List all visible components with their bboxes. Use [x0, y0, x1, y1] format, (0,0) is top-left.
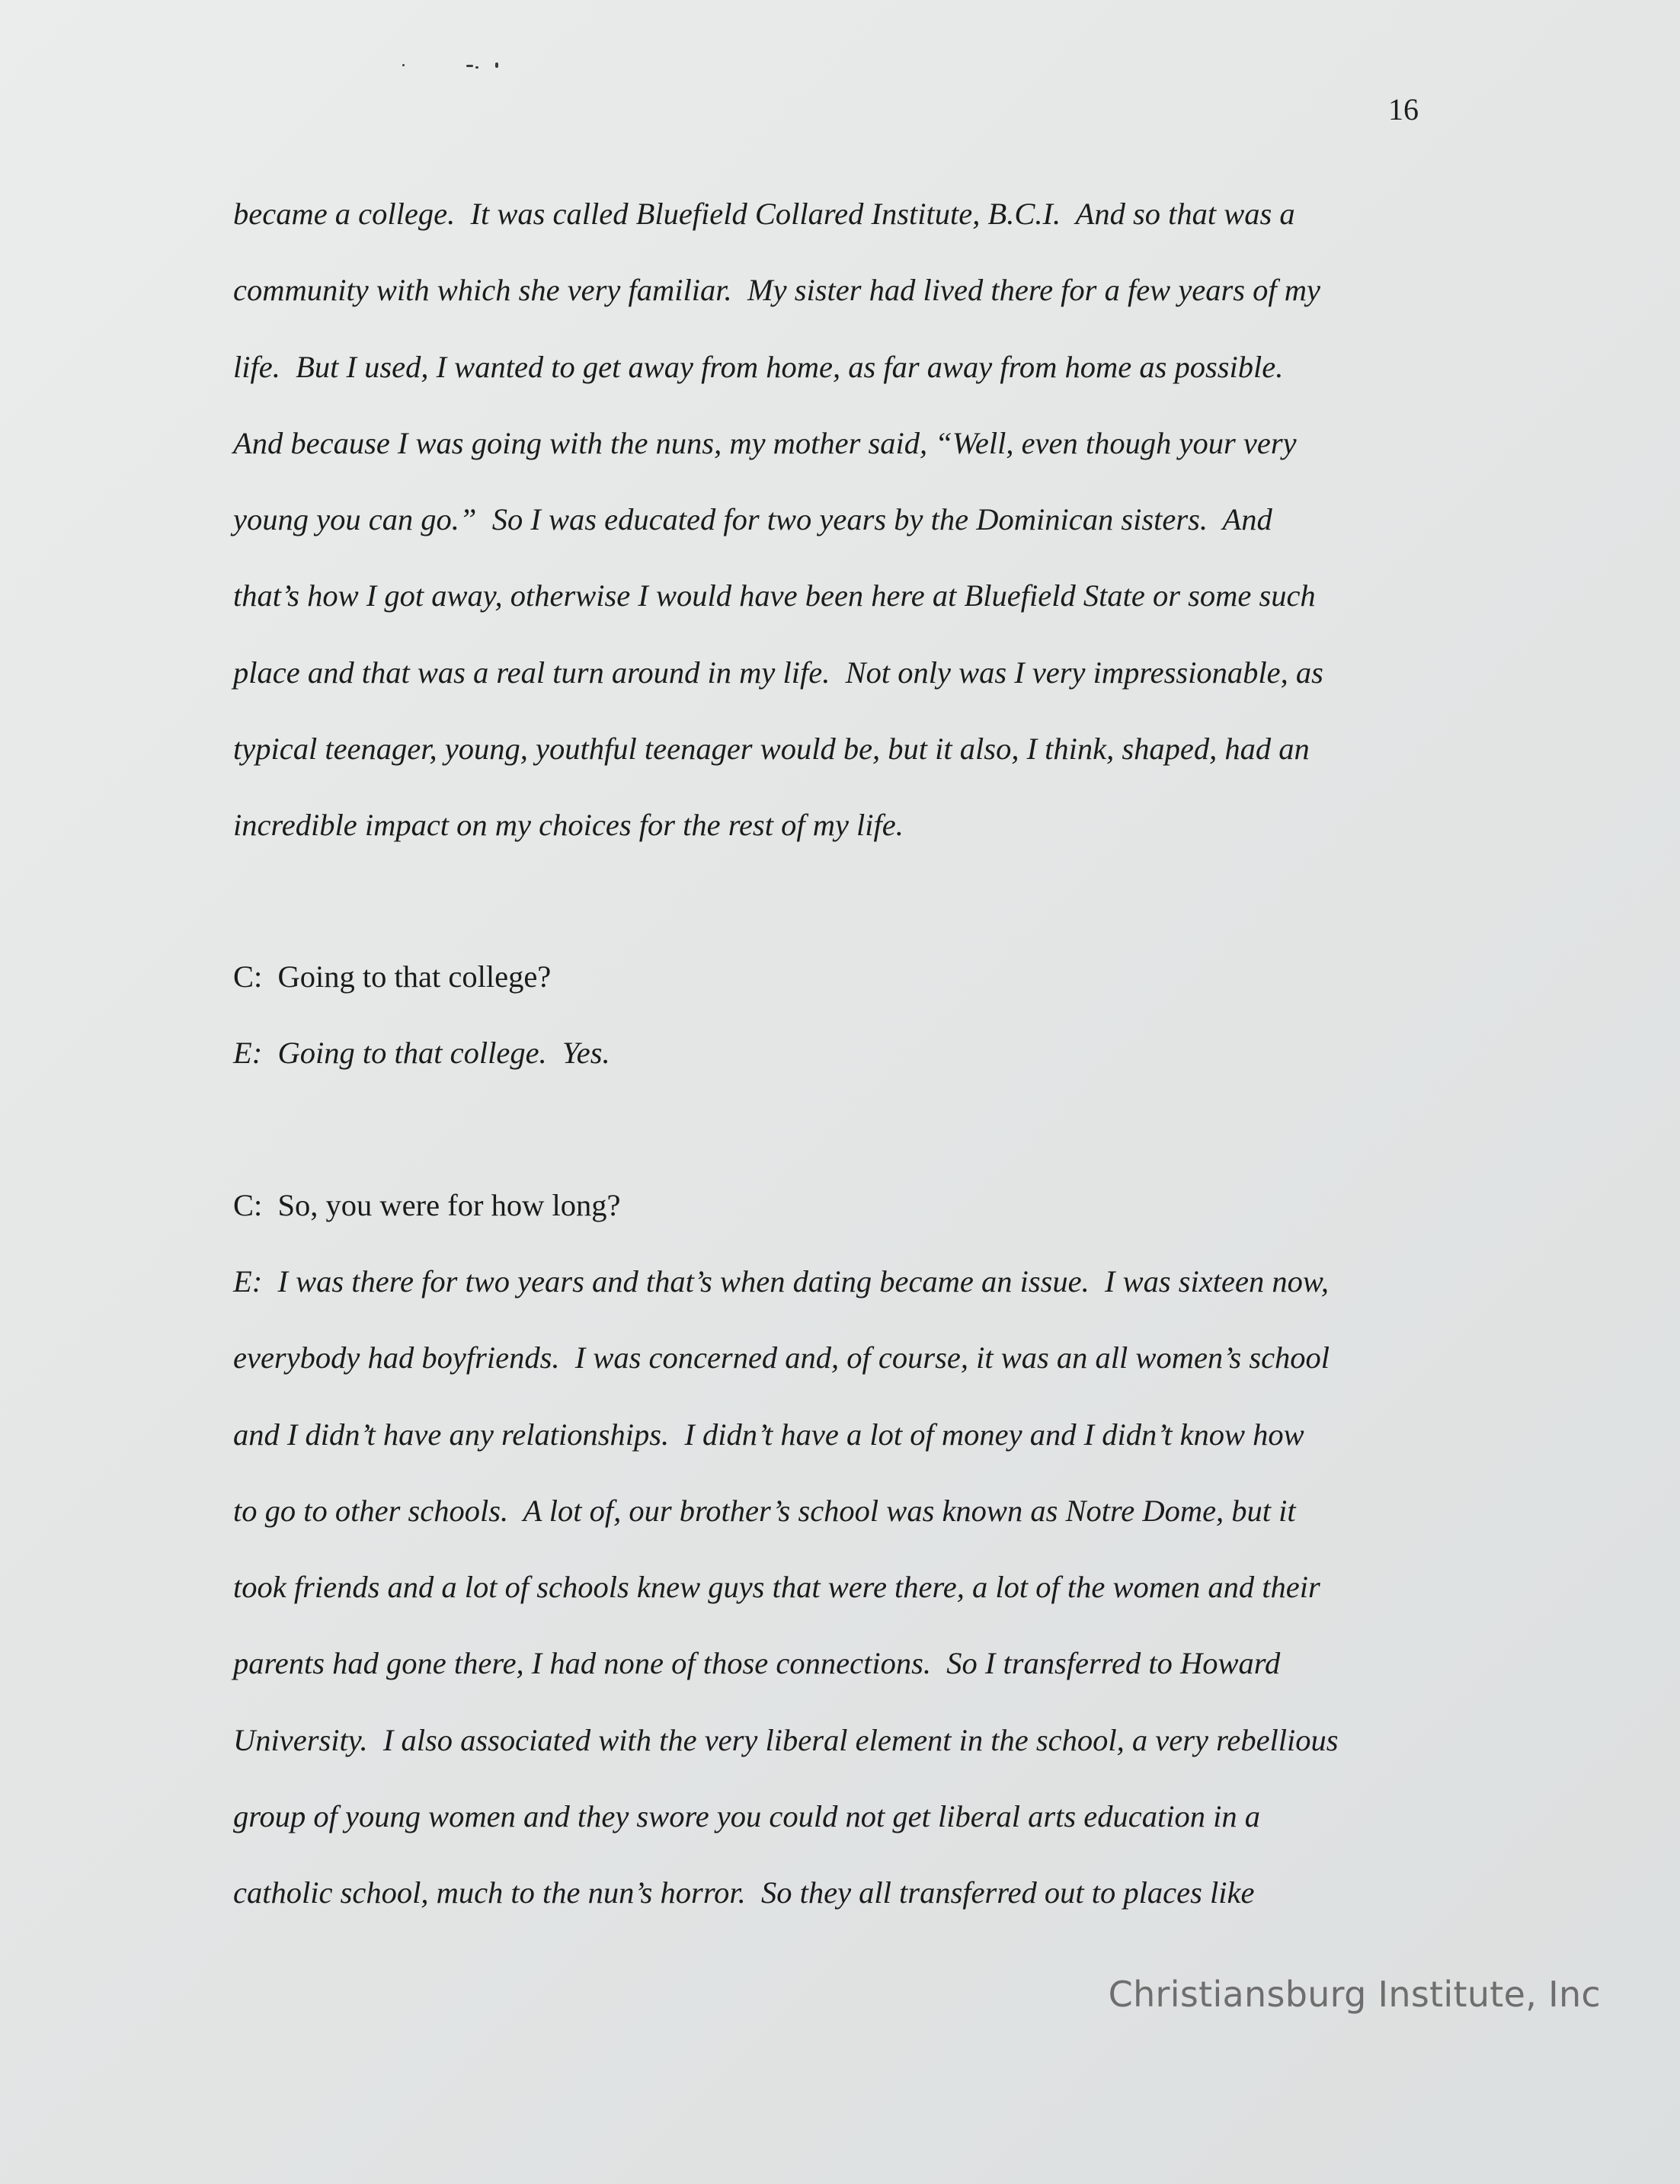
interview-question	[233, 1167, 1437, 1244]
text-line: took friends and a lot of schools knew guys that were there, a lot of the women and their	[233, 1570, 1320, 1605]
text-line: community with which she very familiar. My sister had lived there for a few years of my	[233, 273, 1321, 308]
interview-answer	[233, 1244, 1437, 1932]
answer-line: E: Going to that college. Yes.	[233, 1036, 610, 1070]
text-line: life. But I used, I wanted to get away from home, as far away from home as possible.	[233, 349, 1284, 384]
text-line: became a college. It was called Bluefield Collared Institute, B.C.I. And so that was a	[233, 197, 1295, 231]
interview-answer	[233, 1015, 1437, 1091]
text-line: E: I was there for two years and that’s when dating became an issue. I was sixteen now,	[233, 1264, 1329, 1299]
text-line: parents had gone there, I had none of those connections. So I transferred to Howard	[233, 1646, 1281, 1681]
page-number: 16	[1388, 92, 1419, 126]
text-line: place and that was a real turn around in my life. Not only was I very impressionable, as	[233, 655, 1323, 690]
watermark: Christiansburg Institute, Inc	[1108, 1974, 1601, 2015]
paragraph-answer-continued	[233, 176, 1437, 864]
text-line: and I didn’t have any relationships. I didn’t have a lot of money and I didn’t know how	[233, 1417, 1304, 1452]
text-line: everybody had boyfriends. I was concerned and, of course, it was an all women’s school	[233, 1340, 1330, 1375]
text-line: to go to other schools. A lot of, our brother’s school was known as Notre Dome, but it	[233, 1493, 1296, 1528]
text-line: group of young women and they swore you could not get liberal arts education in a	[233, 1799, 1260, 1834]
text-line: young you can go.” So I was educated for two years by the Dominican sisters. And	[233, 502, 1272, 537]
question-line: C: So, you were for how long?	[233, 1188, 621, 1222]
scan-artifact-marks	[398, 58, 504, 73]
text-line: University. I also associated with the very liberal element in the school, a very rebellious	[233, 1722, 1339, 1757]
text-line: catholic school, much to the nun’s horror. So they all transferred out to places like	[233, 1875, 1255, 1910]
interview-question	[233, 939, 1437, 1015]
question-line: C: Going to that college?	[233, 959, 552, 994]
text-line: incredible impact on my choices for the rest of my life.	[233, 808, 904, 843]
text-line: And because I was going with the nuns, my mother said, “Well, even though your very	[233, 425, 1297, 460]
text-line: that’s how I got away, otherwise I would have been here at Bluefield State or some such	[233, 578, 1316, 613]
text-line: typical teenager, young, youthful teenager would be, but it also, I think, shaped, had an	[233, 732, 1310, 767]
